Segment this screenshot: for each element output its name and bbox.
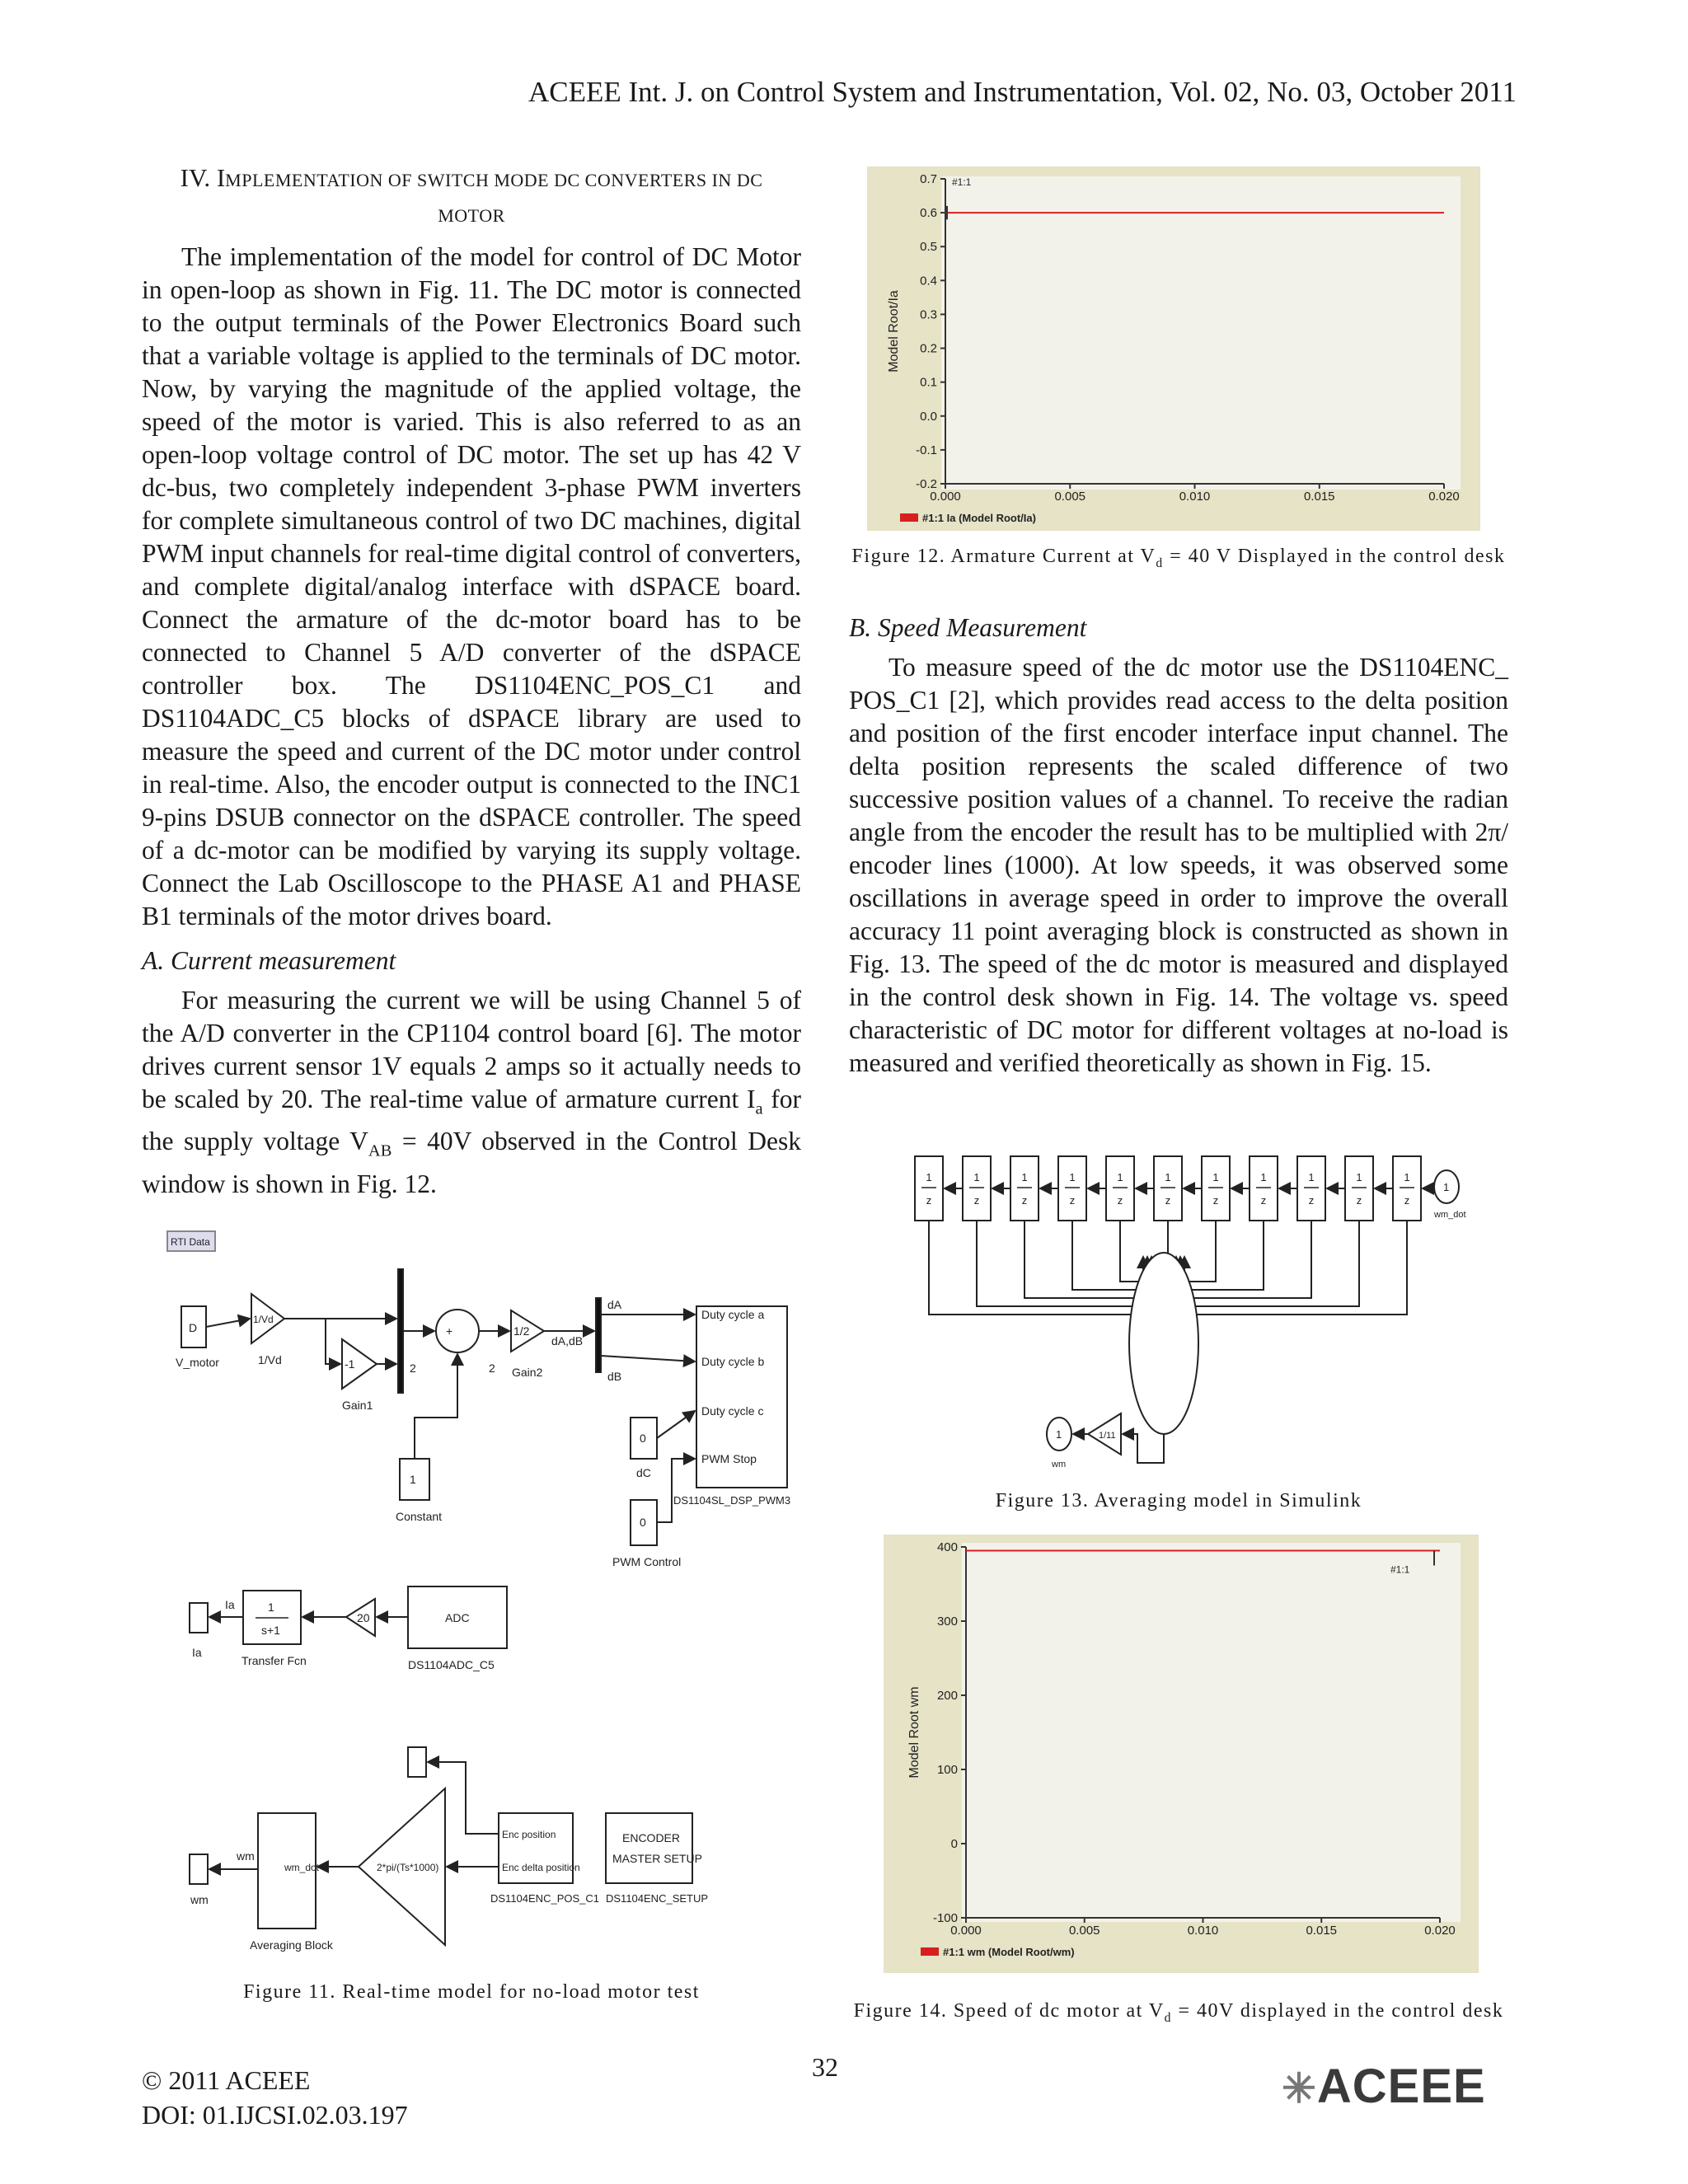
transfer-fcn-label: Transfer Fcn	[241, 1654, 307, 1667]
gain-expr-text: 2*pi/(Ts*1000)	[377, 1862, 439, 1873]
unit-delay-block	[1250, 1156, 1278, 1221]
pwm-stop-label: PWM Stop	[701, 1452, 757, 1465]
ia-out-label: Ia	[192, 1646, 202, 1659]
x-tick-label: 0.015	[1306, 1924, 1338, 1938]
y-tick-label: 0.3	[920, 307, 937, 322]
wm-in-label: wm	[237, 1849, 255, 1863]
enc-pos-outport	[408, 1747, 426, 1777]
gain-1-11-text: 1/11	[1099, 1431, 1116, 1441]
out-port-num: 1	[1056, 1428, 1062, 1441]
y-tick-label: -0.2	[916, 477, 937, 491]
unit-delay-block	[1010, 1156, 1039, 1221]
delay-num: 1	[1021, 1171, 1028, 1183]
gain-half-text: 1/2	[513, 1324, 530, 1338]
x-tick-label: 0.000	[930, 490, 961, 504]
gain1-label: Gain1	[342, 1399, 373, 1412]
delay-den: z	[1069, 1194, 1076, 1207]
duty-c-label: Duty cycle c	[701, 1404, 764, 1418]
y-tick-label: 100	[936, 1763, 958, 1777]
enc-setup-label: DS1104ENC_SETUP	[606, 1892, 709, 1905]
demux-bar	[596, 1298, 601, 1372]
copyright: © 2011 ACEEE	[142, 2065, 311, 2095]
y-tick-label: -100	[932, 1911, 958, 1925]
figure-13-caption: Figure 13. Averaging model in Simulink	[995, 1490, 1362, 1511]
ia-sig-label: Ia	[225, 1598, 235, 1611]
logo-text: ACEEE	[1316, 2060, 1486, 2113]
section-title-a: MPLEMENTATION OF SWITCH MODE DC CONVERTERS IN DC	[225, 170, 763, 190]
tap-wire	[1184, 1221, 1407, 1315]
right-column-text	[849, 612, 1508, 1080]
tap-wire	[1176, 1221, 1311, 1298]
delay-den: z	[926, 1194, 932, 1207]
chart-annotation: #1:1	[1390, 1563, 1410, 1576]
enc-delta-port: Enc delta position	[502, 1862, 580, 1873]
gain-20-text: 20	[357, 1611, 370, 1624]
wm-dot-label: wm_dot	[1434, 1210, 1466, 1220]
y-tick-label: 0.0	[920, 409, 937, 424]
p2-text-a: For measuring the current we will be using Channel 5 of the A/D converter in the CP1104 control board [6]. The motor drives current sensor 1V equals 2 amps so it actually needs to be scaled by 20. The real-time value of armature current I	[142, 986, 801, 1113]
left-column	[142, 162, 801, 1201]
mux-bar	[398, 1269, 403, 1393]
p2-sub-ab: AB	[368, 1141, 392, 1160]
chart-plot-area	[962, 1543, 1461, 1922]
db-label: dB	[607, 1370, 622, 1383]
section-heading	[142, 162, 801, 232]
unit-delay-block	[1297, 1156, 1325, 1221]
delay-den: z	[1308, 1194, 1315, 1207]
sum-plus-label: +	[446, 1324, 453, 1338]
aceee-logo	[1282, 2059, 1486, 2114]
delay-den: z	[1117, 1194, 1123, 1207]
duty-b-label: Duty cycle b	[701, 1355, 765, 1368]
adc-label: DS1104ADC_C5	[408, 1658, 495, 1671]
y-axis-label: Model Root wm	[907, 1686, 921, 1779]
figure-14-chart	[884, 1535, 1479, 1973]
delay-den: z	[1021, 1194, 1028, 1207]
fig12-caption-b: = 40 V Displayed in the control desk	[1163, 546, 1506, 567]
paragraph-current	[142, 984, 801, 1201]
y-axis-label: Model Root/Ia	[887, 290, 901, 373]
enc-pos-port: Enc position	[502, 1829, 556, 1840]
enc-setup-block	[606, 1813, 692, 1883]
subsection-a-title: A. Current measurement	[142, 946, 396, 975]
duty-a-label: Duty cycle a	[701, 1308, 765, 1321]
pwm-control-label: PWM Control	[612, 1555, 682, 1568]
tap-wire	[1025, 1221, 1151, 1298]
delay-den: z	[1212, 1194, 1219, 1207]
x-tick-label: 0.020	[1428, 490, 1460, 504]
enc-master-2: MASTER SETUP	[612, 1852, 702, 1865]
dc-0-text: 0	[640, 1432, 646, 1445]
legend-swatch	[900, 513, 918, 522]
enc-pos-label: DS1104ENC_POS_C1	[490, 1892, 599, 1905]
da-db-label: dA,dB	[551, 1334, 584, 1347]
p2-text-c: = 40V observed in the Control Desk window is shown in Fig. 12.	[142, 1127, 801, 1198]
x-tick-label: 0.000	[950, 1924, 982, 1938]
v-motor-label: V_motor	[176, 1356, 219, 1369]
paragraph-speed: To measure speed of the dc motor use the DS1104ENC_ POS_C1 [2], which provides read access to the delta position and position of the first encoder interface input channel. The delta position represents the scaled difference of two successive position values of a channel. To receive the radian angle from the encoder the result has to be multiplied with 2π/ encoder lines (1000). At low speeds, it was observed some oscillations in average speed in order to improve the overall accuracy 11 point averaging block is constructed as shown in Fig. 13. The speed of the dc motor is measured and displayed in the control desk shown in Fig. 14. The voltage vs. speed characteristic of DC motor for different voltages at no-load is measured and verified theoretically as shown in Fig. 15.	[849, 653, 1508, 1077]
adc-text: ADC	[445, 1611, 470, 1624]
y-tick-label: 300	[936, 1615, 958, 1629]
x-tick-label: 0.005	[1068, 1924, 1100, 1938]
fig14-caption-b: = 40V displayed in the control desk	[1171, 2000, 1504, 2022]
x-tick-label: 0.010	[1187, 1924, 1219, 1938]
figure-11-diagram	[161, 1220, 804, 1978]
legend-swatch	[921, 1947, 939, 1956]
gain-neg1-text: -1	[345, 1357, 355, 1371]
in-port-num: 1	[1443, 1181, 1450, 1193]
figure-12-caption	[849, 544, 1508, 576]
delay-num: 1	[1165, 1171, 1171, 1183]
dsp-pwm-label: DS1104SL_DSP_PWM3	[673, 1494, 791, 1507]
delay-num: 1	[1069, 1171, 1076, 1183]
fig12-caption-sub: d	[1156, 555, 1164, 570]
enc-master-1: ENCODER	[622, 1831, 681, 1844]
figure-12-chart	[867, 166, 1480, 531]
gain-1vd-text: 1/Vd	[253, 1314, 274, 1325]
x-tick-label: 0.010	[1179, 490, 1211, 504]
figure-13-diagram	[898, 1150, 1475, 1479]
y-tick-label: 0.2	[920, 341, 937, 356]
tap-wire	[1180, 1221, 1359, 1306]
tap-wire	[929, 1221, 1143, 1315]
mux-signal-label: 2	[410, 1361, 416, 1375]
delay-den: z	[1260, 1194, 1267, 1207]
section-title-b: MOTOR	[438, 205, 505, 226]
tf-den: s+1	[261, 1624, 280, 1637]
y-tick-label: 0.1	[920, 375, 937, 390]
wm-out-label: wm	[190, 1893, 209, 1906]
y-tick-label: 400	[936, 1540, 958, 1554]
delay-den: z	[1165, 1194, 1171, 1207]
delay-num: 1	[1308, 1171, 1315, 1183]
doi: DOI: 01.IJCSI.02.03.197	[142, 2100, 408, 2130]
tap-wire	[977, 1221, 1147, 1306]
wm-outport	[190, 1854, 208, 1884]
wm-dot-label: wm_dot	[284, 1862, 320, 1873]
x-tick-label: 0.005	[1054, 490, 1086, 504]
unit-delay-block	[1393, 1156, 1421, 1221]
unit-delay-block	[1154, 1156, 1182, 1221]
tf-num: 1	[268, 1601, 274, 1614]
delay-num: 1	[1404, 1171, 1410, 1183]
legend-label: #1:1 Ia (Model Root/Ia)	[922, 512, 1036, 524]
delay-num: 1	[1260, 1171, 1267, 1183]
gain-1vd-label: 1/Vd	[258, 1353, 282, 1366]
figure-14-caption	[849, 1999, 1508, 2031]
p2-sub-a: a	[755, 1099, 763, 1118]
chart-plot-area	[941, 176, 1461, 490]
constant-label: Constant	[396, 1510, 443, 1523]
ia-outport	[190, 1603, 208, 1633]
da-label: dA	[607, 1298, 622, 1311]
unit-delay-block	[1202, 1156, 1230, 1221]
pwm-0-text: 0	[640, 1516, 646, 1529]
paragraph-intro: The implementation of the model for control of DC Motor in open-loop as shown in Fig. 11. The DC motor is connected to the output terminals of the Power Electronics Board such that a variable voltage is applied to the terminals of DC motor. Now, by varying the magnitude of the applied voltage, the speed of the motor is varied. This is also referred to as an open-loop voltage control of DC motor. The set up has 42 V dc-bus, two completely independent 3-phase PWM inverters for complete simultaneous control of two DC machines, digital PWM input channels for real-time digital control of converters, and complete digital/analog interface with dSPACE board. Connect the armature of the dc-motor board has to be connected to Channel 5 A/D converter of the dSPACE controller box. The DS1104ENC_POS_C1 and DS1104ADC_C5 blocks of dSPACE library are used to measure the speed and current of the DC motor under control in real-time. Also, the encoder output is connected to the INC1 9-pins DSUB connector on the dSPACE controller. The speed of a dc-motor can be modified by varying its supply voltage. Connect the Lab Oscilloscope to the PHASE A1 and PHASE B1 terminals of the motor drives board.	[142, 242, 801, 930]
p2-text-b: for the supply voltage V	[142, 1085, 801, 1156]
delay-num: 1	[1356, 1171, 1362, 1183]
unit-delay-block	[1058, 1156, 1086, 1221]
logo-star-icon: ✳	[1282, 2065, 1317, 2111]
delay-den: z	[973, 1194, 980, 1207]
y-tick-label: 0.5	[920, 240, 937, 255]
figure-11-caption: Figure 11. Real-time model for no-load motor test	[243, 1981, 700, 2003]
rti-label: RTI Data	[171, 1236, 210, 1248]
sum-signal-label: 2	[489, 1361, 495, 1375]
delay-den: z	[1404, 1194, 1410, 1207]
const-d-label: D	[189, 1321, 198, 1334]
y-tick-label: 0.4	[920, 274, 937, 288]
unit-delay-block	[1345, 1156, 1373, 1221]
unit-delay-block	[915, 1156, 943, 1221]
averaging-label: Averaging Block	[250, 1938, 333, 1952]
delay-den: z	[1356, 1194, 1362, 1207]
fig14-caption-sub: d	[1164, 2010, 1172, 2025]
chart-annotation: #1:1	[952, 176, 972, 189]
unit-delay-block	[1106, 1156, 1134, 1221]
gain2-label: Gain2	[512, 1366, 543, 1379]
delay-num: 1	[973, 1171, 980, 1183]
delay-num: 1	[1212, 1171, 1219, 1183]
sum-block-11	[1129, 1253, 1198, 1434]
page-number: 32	[812, 2052, 838, 2082]
running-header: ACEEE Int. J. on Control System and Instrumentation, Vol. 02, No. 03, October 2011	[528, 76, 1517, 108]
footer-left	[142, 2063, 408, 2132]
sum-block	[436, 1310, 479, 1352]
y-tick-label: 0	[950, 1837, 958, 1851]
legend-label: #1:1 wm (Model Root/wm)	[943, 1946, 1075, 1958]
wm-label: wm	[1052, 1460, 1067, 1469]
delay-num: 1	[926, 1171, 932, 1183]
dc-label: dC	[636, 1466, 651, 1479]
y-tick-label: -0.1	[916, 443, 937, 457]
unit-delay-block	[963, 1156, 991, 1221]
delay-num: 1	[1117, 1171, 1123, 1183]
y-tick-label: 0.7	[920, 172, 937, 186]
subsection-b-title: B. Speed Measurement	[849, 613, 1087, 642]
fig12-caption-a: Figure 12. Armature Current at V	[851, 546, 1156, 567]
const-1-text: 1	[410, 1473, 416, 1486]
x-tick-label: 0.015	[1303, 490, 1335, 504]
x-tick-label: 0.020	[1424, 1924, 1456, 1938]
fig14-caption-a: Figure 14. Speed of dc motor at V	[853, 2000, 1165, 2022]
y-tick-label: 200	[936, 1689, 958, 1703]
y-tick-label: 0.6	[920, 206, 937, 221]
section-number: IV. I	[180, 163, 226, 192]
